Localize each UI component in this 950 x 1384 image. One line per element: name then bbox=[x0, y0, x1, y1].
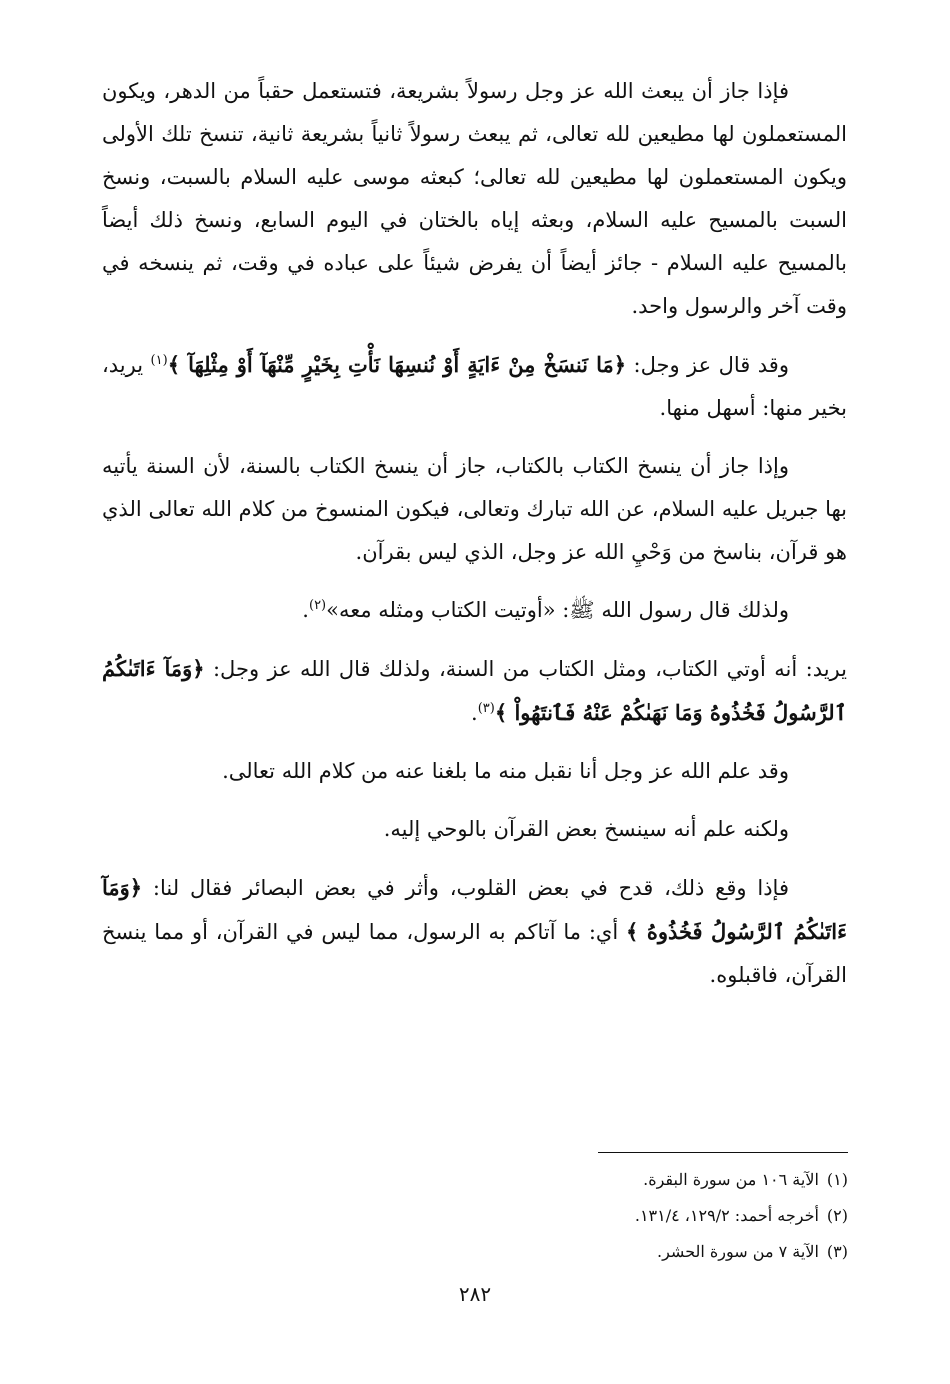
quran-verse-3: ﴿وَمَآ ءَاتَىٰكُمُ ٱلرَّسُولُ فَخُذُوهُ ﴾ bbox=[102, 875, 847, 944]
paragraph-8-intro: فإذا وقع ذلك، قدح في بعض القلوب، وأثر في بعض البصائر فقال لنا: bbox=[142, 876, 789, 900]
paragraph-7: ولكنه علم أنه سينسخ بعض القرآن بالوحي إليه. bbox=[383, 817, 789, 841]
paragraph-2-intro: وقد قال عز وجل: bbox=[626, 353, 789, 377]
paragraph-2-tail: يريد، بخير منها: أسهل منها. bbox=[102, 353, 847, 420]
paragraph-1: فإذا جاز أن يبعث الله عز وجل رسولاً بشريعة، فتستعمل حقباً من الدهر، ويكون المستعملون لها مطيعين لله تعالى، ثم يبعث رسولاً ثانياً بشريعة ثانية، تنسخ تلك الأولى ويكون المستعملون لها مطيعين لله تعالى؛ كبعثه موسى عليه السلام بالسبت، ونسخ السبت بالمسيح عليه السلام، وبعثه إياه بالختان في اليوم السابع، ونسخ ذلك أيضاً بالمسيح عليه السلام - جائز أيضاً أن يفرض شيئاً على عباده في وقت، ثم ينسخه في وقت آخر والرسول واحد. bbox=[102, 79, 847, 318]
footnote-ref-2[interactable]: (٢) bbox=[308, 598, 327, 613]
paragraph-6: وقد علم الله عز وجل أنا نقبل منه ما بلغنا عنه من كلام الله تعالى. bbox=[222, 759, 789, 783]
footnote-text: الآية ٧ من سورة الحشر. bbox=[657, 1242, 819, 1261]
footnote-number: (٣) bbox=[826, 1242, 848, 1261]
quran-verse-2: ﴿وَمَآ ءَاتَىٰكُمُ ٱلرَّسُولُ فَخُذُوهُ وَمَا نَهَىٰكُمْ عَنْهُ فَٱنتَهُواْ ﴾ bbox=[102, 656, 847, 725]
paragraph-8-tail: أي: ما آتاكم به الرسول، مما ليس في القرآن، أو مما ينسخ القرآن، فاقبلوه. bbox=[102, 920, 847, 987]
footnote-ref-3[interactable]: (٣) bbox=[477, 701, 495, 716]
footnote-number: (٢) bbox=[826, 1206, 848, 1225]
paragraph-5 bbox=[102, 647, 847, 735]
footnote-divider bbox=[598, 1152, 848, 1153]
paragraph-8 bbox=[102, 866, 847, 997]
paragraph-3: وإذا جاز أن ينسخ الكتاب بالكتاب، جاز أن ينسخ الكتاب بالسنة، لأن السنة يأتيه بها جبريل عليه السلام، عن الله تبارك وتعالى، فيكون المنسوخ من كلام الله تعالى الذي هو قرآن، بناسخ من وَحْيِ الله عز وجل، الذي ليس بقرآن. bbox=[102, 454, 847, 564]
footnote-2 bbox=[103, 1198, 848, 1234]
footnote-number: (١) bbox=[826, 1170, 848, 1189]
quran-verse-1: ﴿مَا نَنسَخْ مِنْ ءَايَةٍ أَوْ نُنسِهَا نَأْتِ بِخَيْرٍ مِّنْهَآ أَوْ مِثْلِهَآ ﴾ bbox=[167, 352, 627, 377]
paragraph-5-tail: . bbox=[471, 701, 478, 725]
footnotes bbox=[103, 1162, 848, 1270]
paragraph-4 bbox=[102, 589, 847, 632]
paragraph-4-tail: . bbox=[302, 598, 309, 622]
footnote-text: أخرجه أحمد: ١٢٩/٢، ١٣١/٤. bbox=[634, 1206, 819, 1225]
footnote-1 bbox=[103, 1162, 848, 1198]
page-number: ٢٨٢ bbox=[458, 1282, 492, 1306]
footnote-ref-1[interactable]: (١) bbox=[150, 353, 168, 368]
paragraph-5-intro: يريد: أنه أوتي الكتاب، ومثل الكتاب من السنة، ولذلك قال الله عز وجل: bbox=[204, 657, 847, 681]
footnote-text: الآية ١٠٦ من سورة البقرة. bbox=[643, 1170, 819, 1189]
page-body bbox=[102, 70, 847, 1012]
footnote-3 bbox=[103, 1234, 848, 1270]
paragraph-2 bbox=[102, 343, 847, 430]
hadith-quote: ولذلك قال رسول الله ﷺ: «أوتيت الكتاب ومثله معه» bbox=[326, 598, 789, 622]
